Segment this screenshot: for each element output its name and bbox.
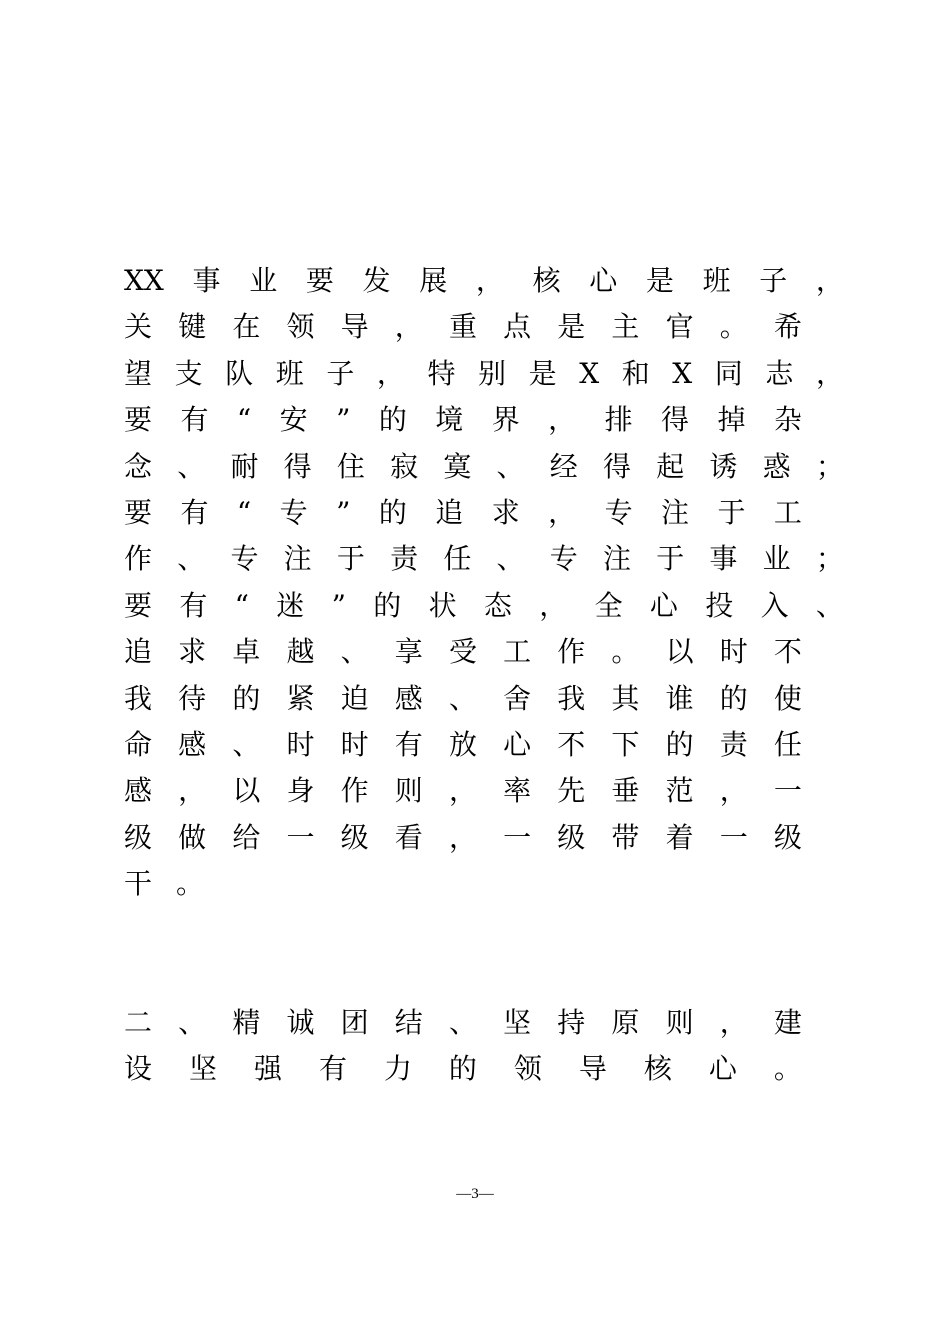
text-line: 级 做 给 一 级 看 ， 一 级 带 着 一 级 [124, 820, 802, 854]
paragraph-2 [124, 1000, 844, 1093]
text-line: 要 有 “ 安 ” 的 境 界 ， 排 得 掉 杂 [124, 403, 802, 437]
text-line: 要 有 “ 专 ” 的 追 求 ， 专 注 于 工 [124, 495, 802, 529]
text-line: 感 ， 以 身 作 则 ， 率 先 垂 范 ， 一 [124, 774, 802, 808]
page-number: —3— [456, 1186, 494, 1202]
text-line: 二 、 精 诚 团 结 、 坚 持 原 则 ， 建 [124, 1006, 802, 1039]
text-line: 干 。 [124, 867, 205, 901]
text-line: 我 待 的 紧 迫 感 、 舍 我 其 谁 的 使 [124, 681, 802, 715]
text-line: 命 感 、 时 时 有 放 心 不 下 的 责 任 [124, 727, 802, 761]
text-line: 追 求 卓 越 、 享 受 工 作 。 以 时 不 [124, 635, 802, 669]
text-line: 设 坚 强 有 力 的 领 导 核 心 。 [124, 1052, 802, 1086]
text-line: 望 支 队 班 子 ， 特 别 是 X 和 X 同 志 ， [124, 356, 844, 390]
text-line: 关 键 在 领 导 ， 重 点 是 主 官 。 希 [124, 310, 802, 344]
text-line: XX 事 业 要 发 展 ， 核 心 是 班 子 ， [124, 264, 844, 297]
text-line: 要 有 “ 迷 ” 的 状 态 ， 全 心 投 入 、 [124, 588, 844, 622]
paragraph-1 [124, 258, 844, 907]
text-line: 念 、 耐 得 住 寂 寞 、 经 得 起 诱 惑 ； [124, 449, 844, 483]
text-line: 作 、 专 注 于 责 任 、 专 注 于 事 业 ； [124, 542, 844, 576]
